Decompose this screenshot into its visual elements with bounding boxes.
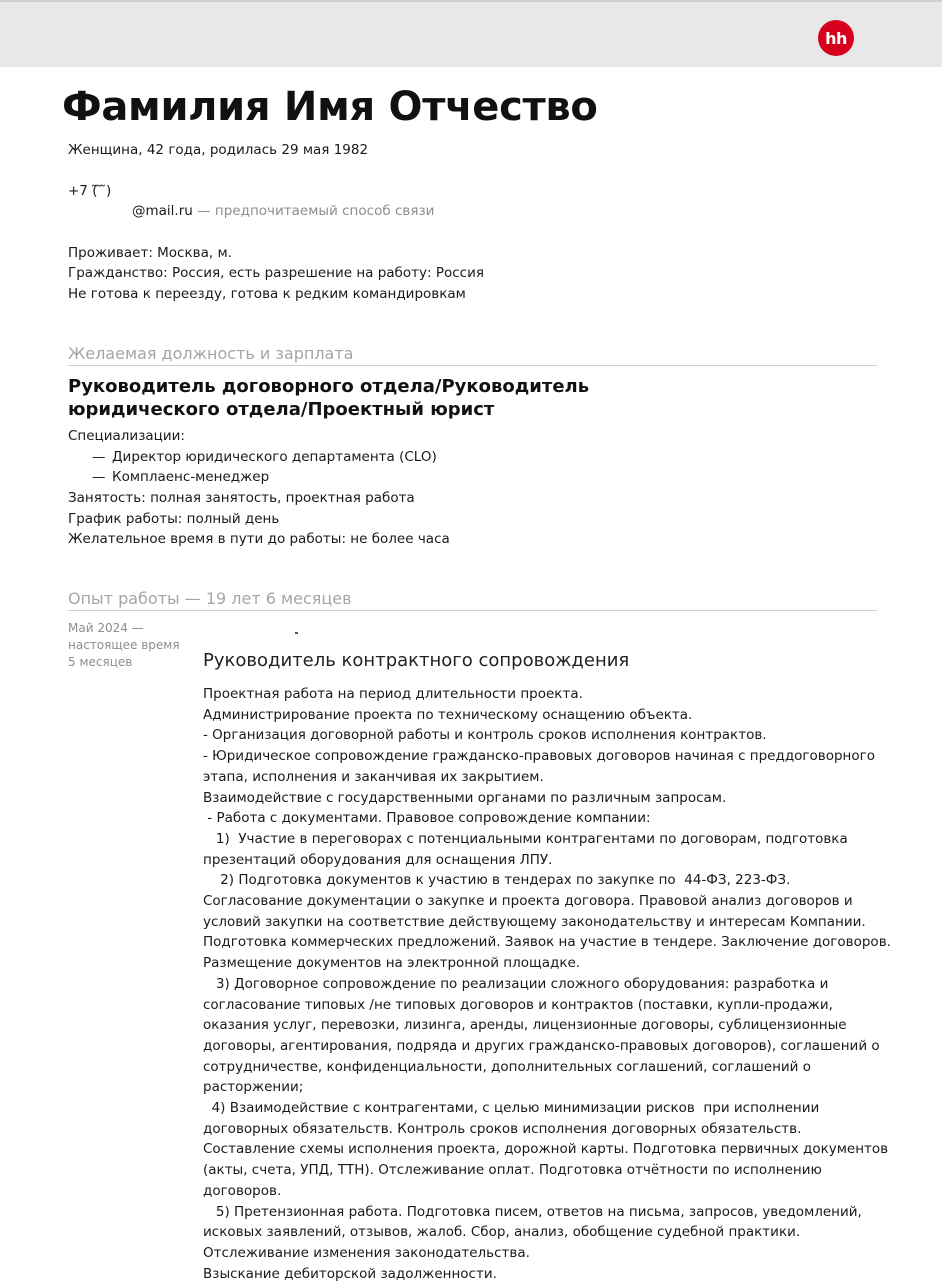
description-line: - Работа с документами. Правовое сопровождение компании: (203, 810, 651, 827)
job-title: Руководитель контрактного сопровождения (203, 650, 630, 671)
demographics: Женщина, 42 года, родилась 29 мая 1982 (68, 142, 369, 158)
email-note: — предпочитаемый способ связи (192, 203, 435, 219)
description-line: 5) Претензионная работа. Подготовка писем, ответов на письма, запросов, уведомлений, исковых заявлений, отзывов, жалоб. Сбор, анализ, обобщение судебной практики. (203, 1203, 867, 1241)
schedule: График работы: полный день (68, 511, 280, 527)
commute: Желательное время в пути до работы: не более часа (68, 531, 450, 547)
description-line: 1) Участие в переговорах с потенциальными контрагентами по договорам, подготовка презентаций оборудования для оснащения ЛПУ. (203, 830, 853, 868)
description-line: Отслеживание изменения законодательства. (203, 1244, 530, 1261)
citizenship: Гражданство: Россия, есть разрешение на работу: Россия (68, 265, 484, 281)
description-line: 3) Договорное сопровождение по реализации сложного оборудования: разработка и согласование типовых /не типовых договоров и контрактов (поставки, купли-продажи, оказания услуг, перевозки, лизинга, аренды, лицензионные договоры, сублицензионные договоры, агентирования, подряда и других гражданско-правовых договоров), соглашений о сотрудничестве, конфиденциальности, дополнительных соглашений, соглашений о расторжении; (203, 975, 884, 1096)
experience-section-title: Опыт работы — 19 лет 6 месяцев (68, 589, 877, 611)
specializations-label: Специализации: (68, 428, 185, 444)
company-name-mark (295, 632, 298, 634)
email-line (132, 202, 434, 220)
period-start: Май 2024 — (68, 621, 144, 635)
description-line: - Организация договорной работы и контроль сроков исполнения контрактов. (203, 727, 767, 744)
employment: Занятость: полная занятость, проектная работа (68, 490, 415, 506)
description-line: 4) Взаимодействие с контрагентами, с целью минимизации рисков при исполнении договорных обязательств. Контроль сроков исполнения договорных обязательств. Составление схемы исполнения проекта, дорожной карты. Подготовка первичных документов (акты, счета, УПД, ТТН). Отслеживание оплат. Подготовка отчётности по исполнению договоров. (203, 1100, 893, 1199)
description-line: Взыскание дебиторской задолженности. (203, 1265, 497, 1282)
desired-position: Руководитель договорного отдела/Руководитель юридического отдела/Проектный юрист (68, 376, 590, 420)
period-end: настоящее время (68, 638, 180, 652)
description-line: Администрирование проекта по техническому оснащению объекта. (203, 706, 693, 723)
dash-icon: — (92, 449, 106, 465)
desired-section-title: Желаемая должность и зарплата (68, 344, 877, 366)
job-duration: 5 месяцев (68, 655, 133, 669)
specialization-item: — Комплаенс-менеджер (92, 469, 270, 485)
specialization-item: — Директор юридического департамента (CLO) (92, 449, 437, 465)
hh-logo[interactable]: hh (818, 20, 854, 56)
description-line: - Юридическое сопровождение гражданско-правовых договоров начиная с преддоговорного этапа, исполнения и заканчивая их закрытием. (203, 748, 880, 785)
top-bar (0, 0, 942, 67)
description-line: Взаимодействие с государственными органами по различным запросам. (203, 789, 727, 806)
candidate-name: Фамилия Имя Отчество (62, 84, 598, 130)
residence: Проживает: Москва, м. (68, 245, 232, 261)
phone[interactable]: +7 (̃ ̃ ̃) (68, 183, 112, 199)
relocation: Не готова к переезду, готова к редким командировкам (68, 286, 466, 302)
description-line: Проектная работа на период длительности проекта. (203, 686, 583, 702)
job-description (203, 684, 896, 1284)
email-link[interactable]: @mail.ru (132, 203, 193, 219)
dash-icon: — (92, 469, 106, 485)
description-line: 2) Подготовка документов к участию в тендерах по закупке по 44-ФЗ, 223-ФЗ. Согласование документации о закупке и проекта договора. Правовой анализ договоров и условий закупки на соответствие действующему законодательству и интересам Компании. Подготовка коммерческих предложений. Заявок на участие в тендере. Заключение договоров. Размещение документов на электронной площадке. (203, 872, 896, 972)
job-period (68, 620, 193, 671)
